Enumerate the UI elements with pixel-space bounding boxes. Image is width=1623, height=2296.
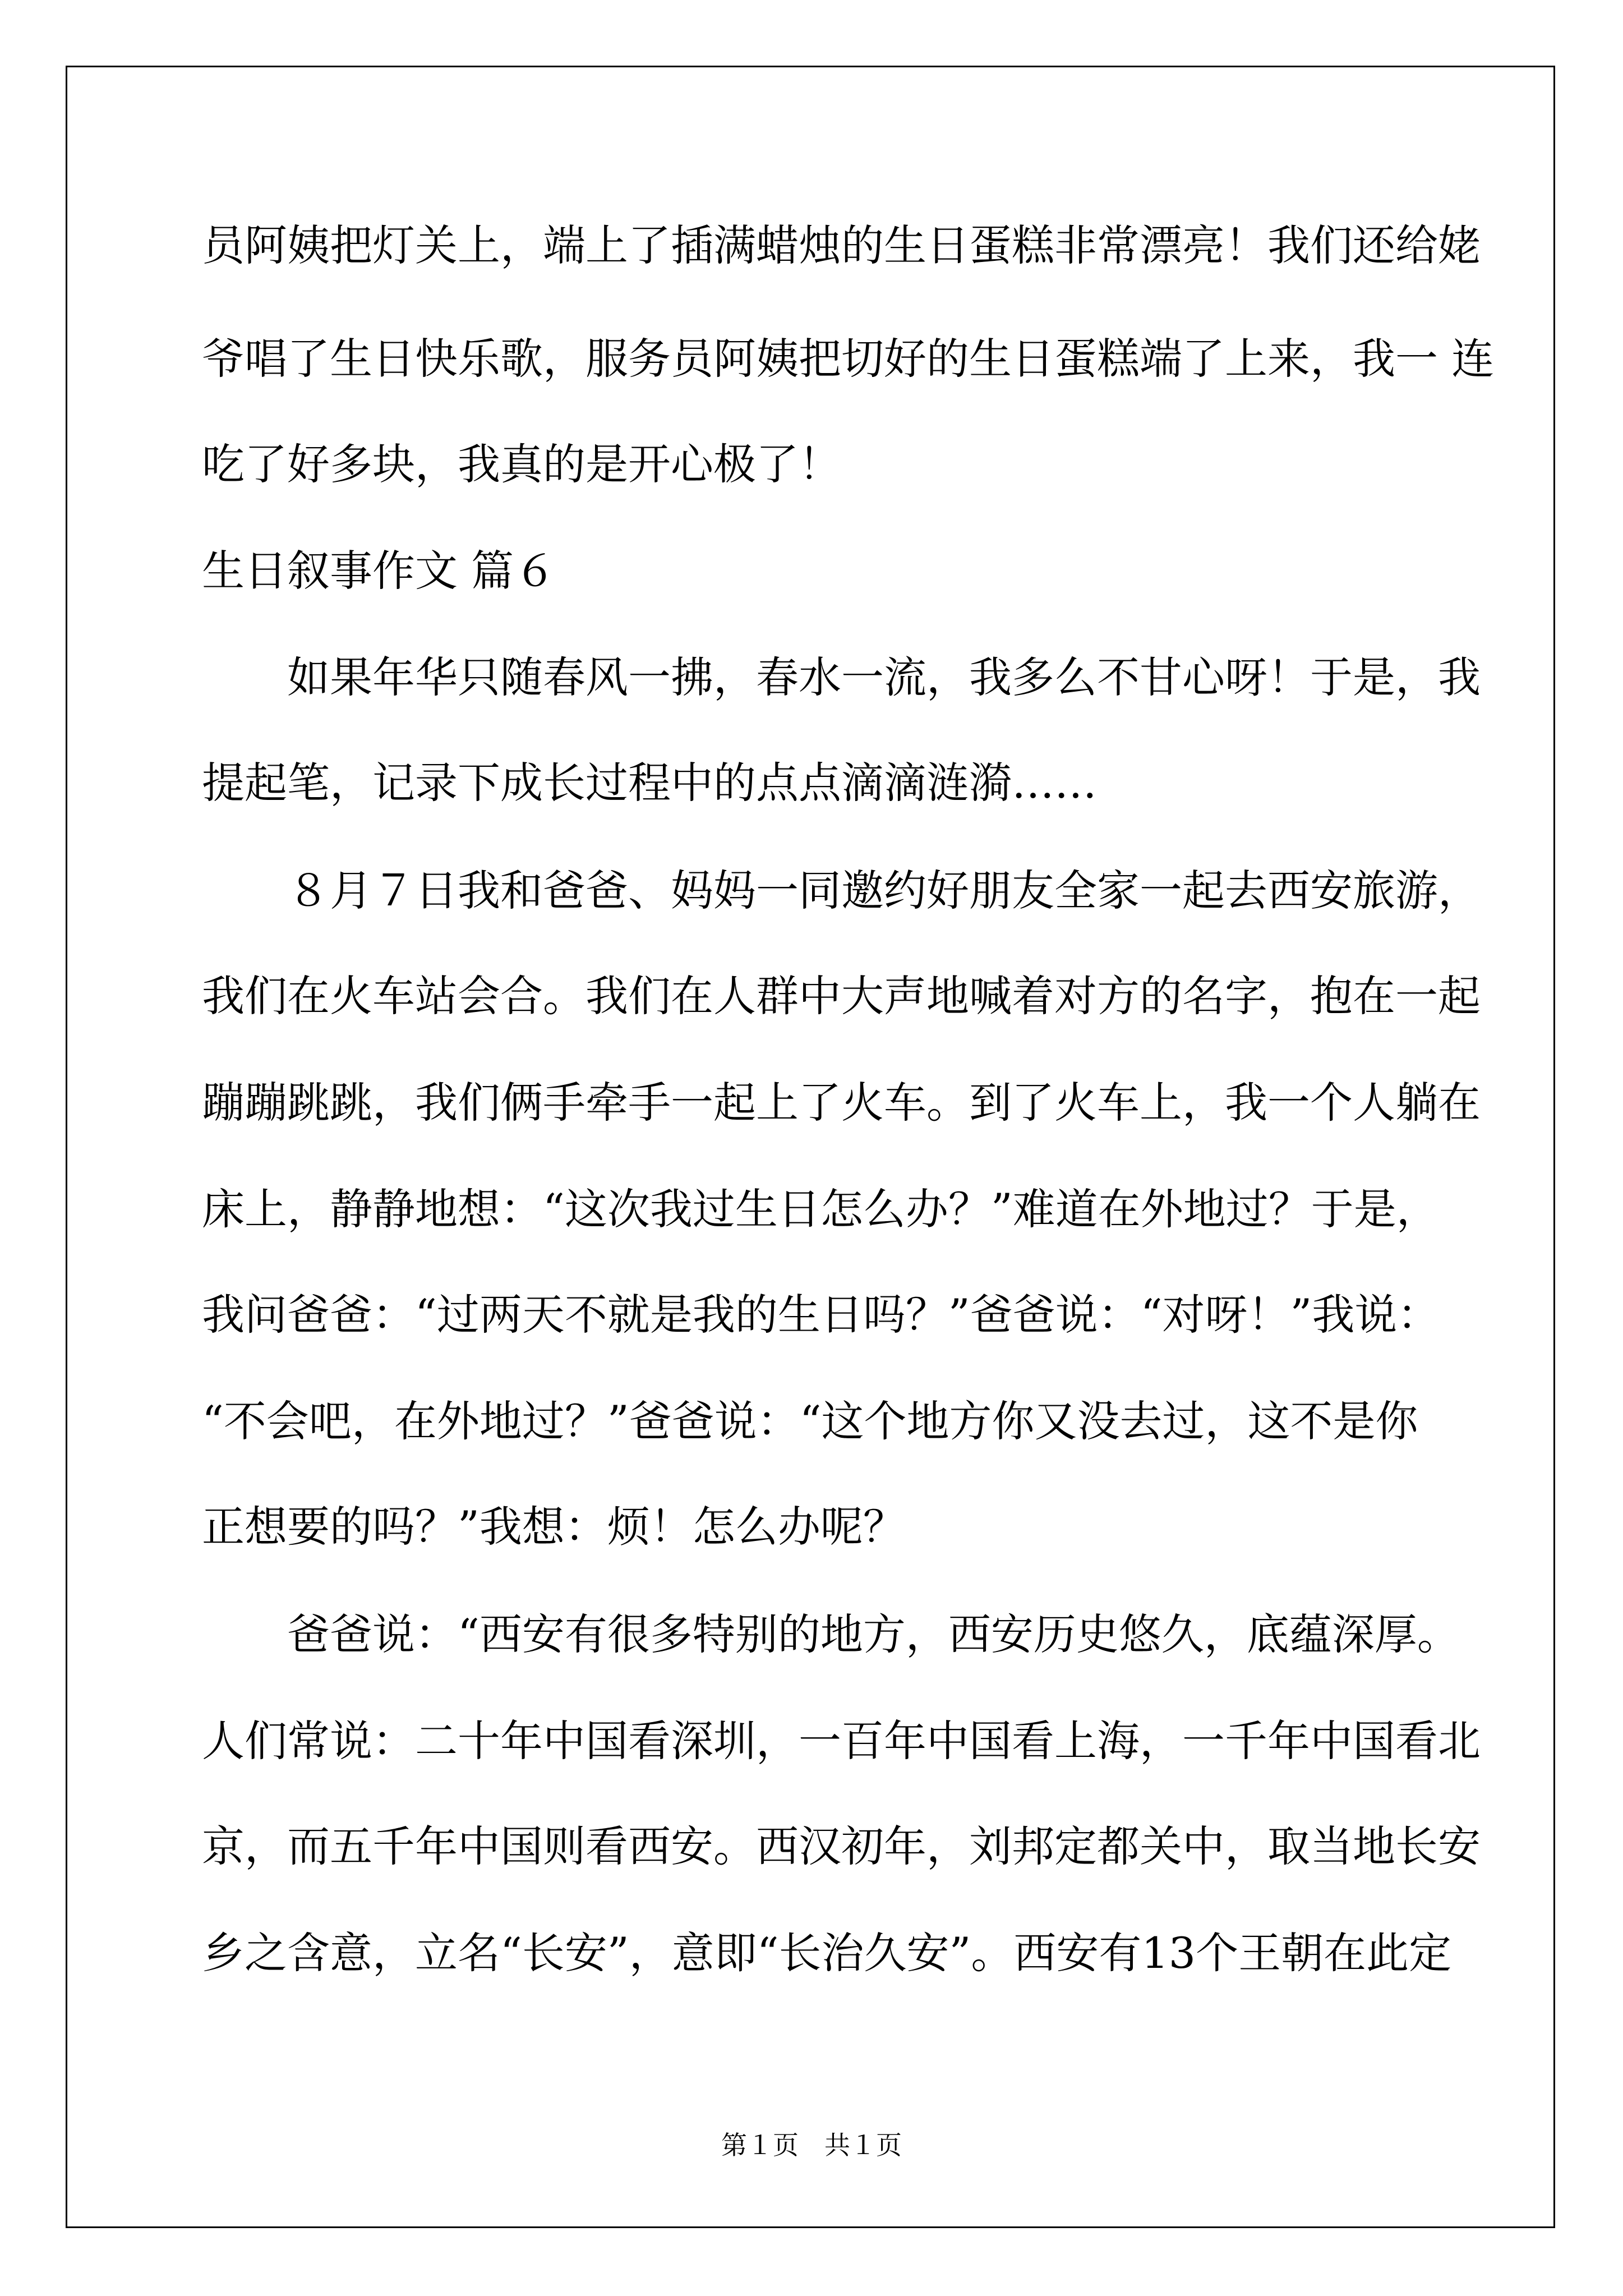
text-line: 爷唱了生日快乐歌，服务员阿姨把切好的生日蛋糕端了上来，我一 连 [202, 334, 1495, 384]
text-line: 吃了好多块，我真的是开心极了！ [202, 439, 841, 489]
text-line: 人们常说：二十年中国看深圳，一百年中国看上海，一千年中国看北 [202, 1716, 1481, 1766]
text-line: 京，而五千年中国则看西安。西汉初年，刘邦定都关中，取当地长安 [202, 1821, 1481, 1871]
text-line: ８月７日我和爸爸、妈妈一同邀约好朋友全家一起去西安旅游， [202, 866, 1481, 915]
text-line: 我们在火车站会合。我们在人群中大声地喊着对方的名字，抱在一起 [202, 971, 1481, 1021]
page-border [66, 66, 1555, 2228]
text-line: 提起笔，记录下成长过程中的点点滴滴涟漪…… [202, 758, 1097, 808]
text-line: 如果年华只随春风一拂，春水一流，我多么不甘心呀！于是，我 [202, 652, 1481, 702]
text-line: 床上，静静地想：“这次我过生日怎么办？”难道在外地过？于是， [202, 1184, 1439, 1234]
text-line: “不会吧，在外地过？”爸爸说：“这个地方你又没去过，这不是你 [202, 1396, 1418, 1446]
page-footer: 第１页 共１页 [721, 2131, 902, 2160]
text-line: 正想要的吗？”我想：烦！怎么办呢？ [202, 1502, 906, 1552]
text-line: 员阿姨把灯关上，端上了插满蜡烛的生日蛋糕非常漂亮！我们还给姥 [202, 220, 1481, 270]
text-line: 爸爸说：“西安有很多特别的地方，西安历史悠久，底蕴深厚。 [202, 1609, 1460, 1659]
text-line: 乡之含意，立名“长安”，意即“长治久安”。西安有13个王朝在此定 [202, 1928, 1452, 1978]
text-line: 蹦蹦跳跳，我们俩手牵手一起上了火车。到了火车上，我一个人躺在 [202, 1078, 1481, 1128]
section-heading: 生日叙事作文 篇６ [202, 546, 557, 596]
text-line: 我问爸爸：“过两天不就是我的生日吗？”爸爸说：“对呀！”我说： [202, 1290, 1440, 1340]
